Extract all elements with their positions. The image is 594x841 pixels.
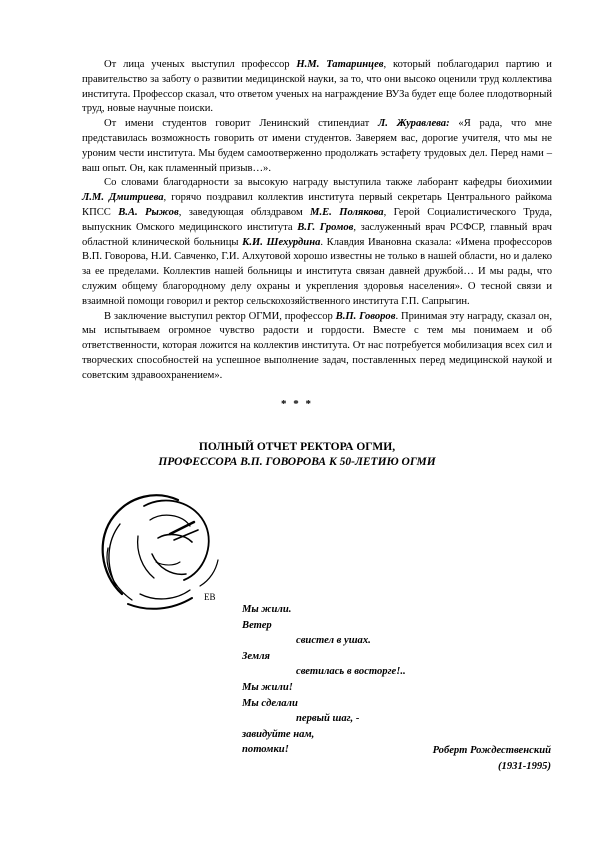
paragraph-text: . Принимая эту награду, сказал он, мы испытываем огромное чувство радости и гордости. Вместе с тем мы понимаем и об ответственности, которая ложится на коллектив института. От нас потребуется мобилизация всех сил и творческих способностей на успешное выполнение задач, поставленных перед медицинской наукой и советским здравоохранением». [82,310,552,381]
poem-line: Мы сделали [242,697,298,709]
paragraph-text: . Клавдия Ивановна сказала: «Имена профессоров В.П. Говорова, Н.И. Савченко, Г.И. Алхутовой хорошо известны не только в нашей области, но и далеко за ее пределами. Коллектив нашей больницы и института связан давней дружбой… И мы рады, что служим общему благородному делу охраны и укрепления здоровья населения». О тесной связи и взаимной помощи говорил и ректор сельскохозяйственного института Г.П. Сапрыгин. [82,236,553,307]
person-name: В.Г. Громов [297,221,354,233]
paragraph [82,310,552,384]
section-title-line-2: ПРОФЕССОРА В.П. ГОВОРОВА К 50-ЛЕТИЮ ОГМИ [158,456,436,468]
person-name: М.Е. Полякова [310,206,384,218]
paragraph-text: , который поблагодарил партию и правительство за заботу о развитии медицинской науки, за то, что они высоко оценили труд коллектива института. Профессор сказал, что ответом ученых на награждение ВУЗа будет еще более плодотворный труд, новые научные поиски. [82,59,552,115]
person-name: К.И. Шехурдина [242,236,321,248]
author-years: (1931-1995) [498,760,551,772]
paragraph [82,58,552,117]
poem-line: потомки! [242,744,289,756]
poem-line: Ветер [242,619,272,631]
person-name: Н.М. Татаринцев [296,59,384,70]
face-sketch-icon [92,476,232,616]
paragraph-text: В заключение выступил ректор ОГМИ, профессор [104,310,336,322]
paragraph-text: Со словами благодарности за высокую награду выступила также лаборант кафедры биохимии [104,177,552,189]
paragraph-text: От лица ученых выступил профессор [104,59,297,70]
paragraph-text: , Герой Социалистического Труда, выпускник Омского медицинского института [82,206,552,233]
poem-line: завидуйте нам, [242,728,315,740]
person-name: Л. Журавлева: [378,118,450,130]
poem-line: Мы жили! [242,681,293,693]
paragraph-text: «Я рада, что мне представилась возможность говорить от имени студентов. Заверяем вас, дорогие учителя, что мы не уроним чести института. Мы будем самоотверженно продолжать эстафету трудовых дел. Перед нами – ваш опыт. Он, как пламенный призыв…». [82,118,552,174]
author-name: Роберт Рождественский [432,745,551,756]
paragraph [82,176,552,309]
section-title-line-1: ПОЛНЫЙ ОТЧЕТ РЕКТОРА ОГМИ, [198,441,396,453]
person-name: В.П. Говоров [335,310,396,322]
article-body [82,58,552,384]
drawing-monogram: ЕВ [204,592,216,602]
poem-author [433,743,551,774]
section-separator: * * * [281,398,313,410]
paragraph-text: , заслуженный врач РСФСР, главный врач областной клинической больницы [82,221,553,248]
poem-line: первый шаг, - [296,713,360,725]
poem [242,602,406,758]
poem-line: Земля [242,650,270,662]
poem-line: Мы жили. [242,604,292,615]
person-name: В.А. Рыжов [118,206,179,218]
poem-line: светилась в восторге!.. [296,666,406,678]
section-title [0,440,594,470]
paragraph-text: От имени студентов говорит Ленинский стипендиат [104,118,379,130]
paragraph [82,117,552,176]
paragraph-text: , горячо поздравил коллектив института первый секретарь Центрального райкома КПСС [82,192,552,218]
paragraph-text: , заведующая облздравом [178,206,311,218]
poem-line: свистел в ушах. [296,635,371,647]
person-name: Л.М. Дмитриева [82,192,164,204]
